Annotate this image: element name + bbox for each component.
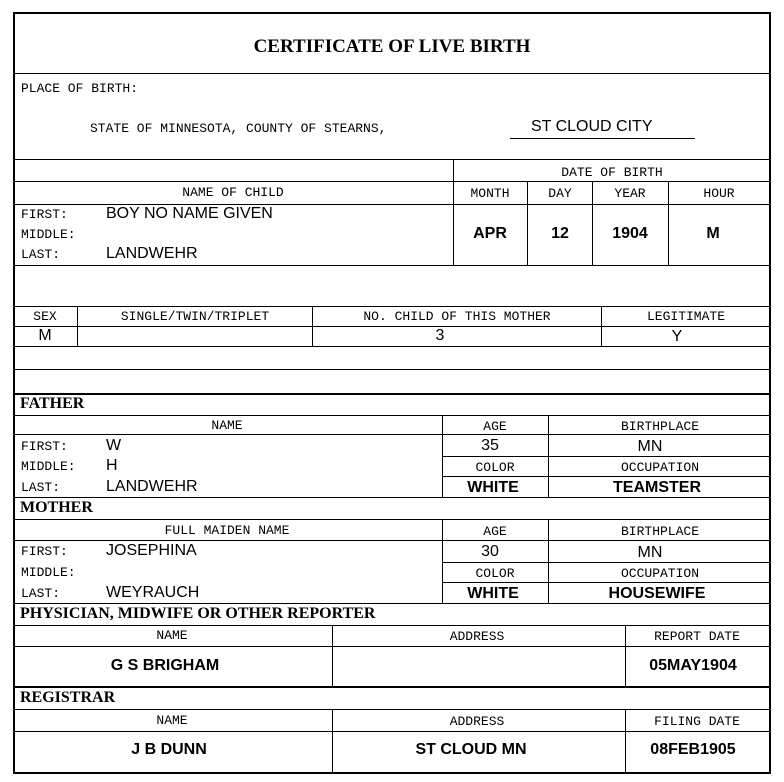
sex-label: SEX	[33, 309, 57, 324]
mother-last-label: LAST:	[21, 586, 61, 601]
divider	[14, 181, 770, 182]
divider	[14, 393, 770, 395]
divider	[14, 326, 770, 327]
divider	[312, 306, 313, 347]
divider	[668, 181, 669, 266]
child-first-name: BOY NO NAME GIVEN	[106, 205, 273, 222]
mother-name-label: FULL MAIDEN NAME	[164, 523, 290, 538]
birth-year: 1904	[612, 225, 648, 242]
father-color-label: COLOR	[475, 460, 515, 475]
divider	[592, 181, 593, 266]
father-age: 35	[481, 437, 499, 454]
divider	[527, 181, 528, 266]
father-middle-label: MIDDLE:	[21, 459, 76, 474]
divider	[14, 159, 770, 160]
divider	[14, 73, 770, 74]
divider	[14, 731, 770, 732]
father-name-label: NAME	[211, 418, 243, 433]
father-first-label: FIRST:	[21, 439, 68, 454]
child-number-label: NO. CHILD OF THIS MOTHER	[363, 309, 551, 324]
birth-hour: M	[706, 225, 720, 242]
father-age-label: AGE	[483, 419, 507, 434]
mother-first-name: JOSEPHINA	[106, 542, 197, 559]
hour-label: HOUR	[703, 186, 735, 201]
sex-value: M	[38, 327, 52, 344]
divider	[625, 709, 626, 773]
divider	[14, 519, 770, 520]
divider	[442, 562, 770, 563]
place-of-birth-text: STATE OF MINNESOTA, COUNTY OF STEARNS,	[90, 121, 387, 136]
father-occupation: TEAMSTER	[613, 479, 701, 496]
divider	[548, 519, 549, 603]
divider	[14, 434, 770, 435]
mother-age: 30	[481, 543, 499, 560]
divider	[442, 519, 443, 603]
registrar-address-label: ADDRESS	[449, 714, 505, 729]
legitimate-value: Y	[671, 328, 683, 345]
mother-last-name: WEYRAUCH	[106, 584, 200, 601]
divider	[14, 686, 770, 688]
birth-month: APR	[473, 225, 507, 242]
registrar-section-title: REGISTRAR	[20, 689, 116, 706]
plurality-label: SINGLE/TWIN/TRIPLET	[120, 309, 270, 324]
divider	[14, 369, 770, 370]
name-of-child-header: NAME OF CHILD	[182, 185, 284, 200]
registrar-address: ST CLOUD MN	[415, 741, 527, 758]
place-of-birth-city: ST CLOUD CITY	[531, 118, 653, 135]
mother-first-label: FIRST:	[21, 544, 68, 559]
certificate-title: CERTIFICATE OF LIVE BIRTH	[253, 36, 531, 57]
mother-occupation: HOUSEWIFE	[608, 585, 706, 602]
mother-color: WHITE	[467, 585, 519, 602]
father-first-name: W	[106, 437, 122, 454]
mother-birthplace: MN	[637, 544, 663, 561]
year-label: YEAR	[614, 186, 646, 201]
legitimate-label: LEGITIMATE	[646, 309, 726, 324]
physician-name-label: NAME	[156, 628, 188, 643]
father-birthplace-label: BIRTHPLACE	[620, 419, 700, 434]
mother-section-title: MOTHER	[20, 499, 93, 516]
child-number-value: 3	[435, 327, 445, 344]
physician-section-title: PHYSICIAN, MIDWIFE OR OTHER REPORTER	[20, 605, 376, 622]
father-birthplace: MN	[637, 438, 663, 455]
divider	[14, 709, 770, 710]
registrar-name: J B DUNN	[131, 741, 207, 758]
father-section-title: FATHER	[20, 395, 85, 412]
month-label: MONTH	[470, 186, 510, 201]
father-occupation-label: OCCUPATION	[620, 460, 700, 475]
divider	[14, 497, 770, 498]
divider	[332, 709, 333, 773]
divider	[14, 265, 770, 266]
mother-middle-label: MIDDLE:	[21, 565, 76, 580]
filing-date: 08FEB1905	[650, 741, 736, 758]
mother-age-label: AGE	[483, 524, 507, 539]
divider	[14, 346, 770, 347]
physician-name: G S BRIGHAM	[110, 657, 220, 674]
mother-birthplace-label: BIRTHPLACE	[620, 524, 700, 539]
divider	[442, 456, 770, 457]
divider	[453, 160, 454, 266]
mother-occupation-label: OCCUPATION	[620, 566, 700, 581]
child-first-label: FIRST:	[21, 207, 68, 222]
divider	[14, 415, 770, 416]
divider	[442, 476, 770, 477]
report-date: 05MAY1904	[649, 657, 737, 674]
place-of-birth-label: PLACE OF BIRTH:	[21, 81, 139, 96]
mother-color-label: COLOR	[475, 566, 515, 581]
father-last-name: LANDWEHR	[106, 478, 198, 495]
divider	[14, 603, 770, 604]
father-middle-name: H	[106, 457, 118, 474]
divider	[332, 625, 333, 688]
divider	[14, 306, 770, 307]
report-date-label: REPORT DATE	[654, 629, 740, 644]
divider	[14, 540, 770, 541]
divider	[14, 646, 770, 647]
date-of-birth-header: DATE OF BIRTH	[561, 165, 663, 180]
registrar-name-label: NAME	[156, 713, 188, 728]
birth-day: 12	[551, 225, 569, 242]
city-underline	[510, 138, 695, 139]
divider	[77, 306, 78, 347]
father-color: WHITE	[467, 479, 519, 496]
divider	[442, 582, 770, 583]
divider	[625, 625, 626, 688]
child-last-name: LANDWEHR	[106, 245, 198, 262]
child-middle-label: MIDDLE:	[21, 227, 76, 242]
divider	[14, 625, 770, 626]
day-label: DAY	[548, 186, 572, 201]
father-last-label: LAST:	[21, 480, 61, 495]
filing-date-label: FILING DATE	[654, 714, 740, 729]
divider	[601, 306, 602, 347]
child-last-label: LAST:	[21, 247, 61, 262]
physician-address-label: ADDRESS	[449, 629, 505, 644]
